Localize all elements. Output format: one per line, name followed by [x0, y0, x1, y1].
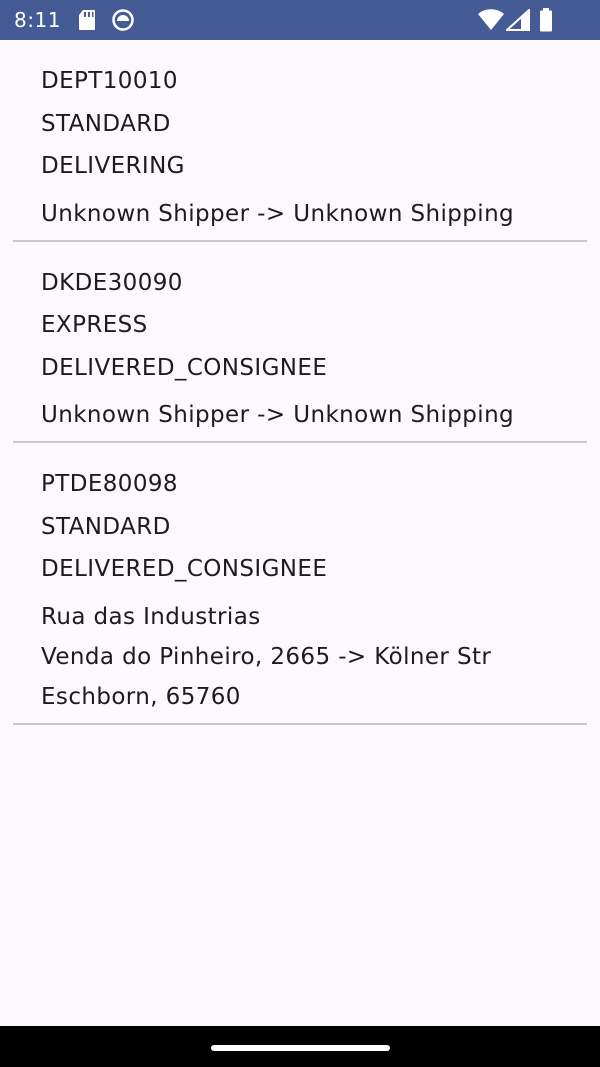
shipment-route: Unknown Shipper -> Unknown Shipping — [41, 402, 515, 428]
shipment-list — [0, 40, 600, 725]
shipment-status: DELIVERED_CONSIGNEE — [41, 354, 328, 381]
navigation-bar — [0, 1026, 600, 1067]
shipment-route: Unknown Shipper -> Unknown Shipping — [41, 200, 515, 227]
status-time: 8:11 — [14, 8, 61, 32]
shipment-status: DELIVERED_CONSIGNEE — [41, 556, 328, 582]
shipment-service: STANDARD — [41, 513, 171, 540]
status-bar — [0, 0, 600, 40]
battery-icon — [539, 8, 553, 32]
list-item[interactable] — [0, 40, 600, 240]
shipment-id: DKDE30090 — [41, 269, 183, 296]
wifi-icon — [478, 9, 504, 31]
list-item[interactable] — [0, 242, 600, 442]
shipment-status: DELIVERING — [41, 153, 185, 179]
shipment-service: EXPRESS — [41, 312, 148, 338]
shipment-route: Rua das Industrias Venda do Pinheiro, 2665 -> Kölner Str Eschborn, 65760 — [41, 603, 492, 710]
list-item[interactable] — [0, 443, 600, 723]
signal-icon — [506, 9, 530, 31]
shipment-service: STANDARD — [41, 110, 171, 137]
shipment-id: PTDE80098 — [41, 471, 178, 497]
sdcard-icon — [78, 9, 96, 31]
home-handle[interactable] — [211, 1045, 390, 1051]
app-icon — [112, 9, 134, 31]
shipment-id: DEPT10010 — [41, 68, 178, 94]
divider — [13, 723, 587, 725]
